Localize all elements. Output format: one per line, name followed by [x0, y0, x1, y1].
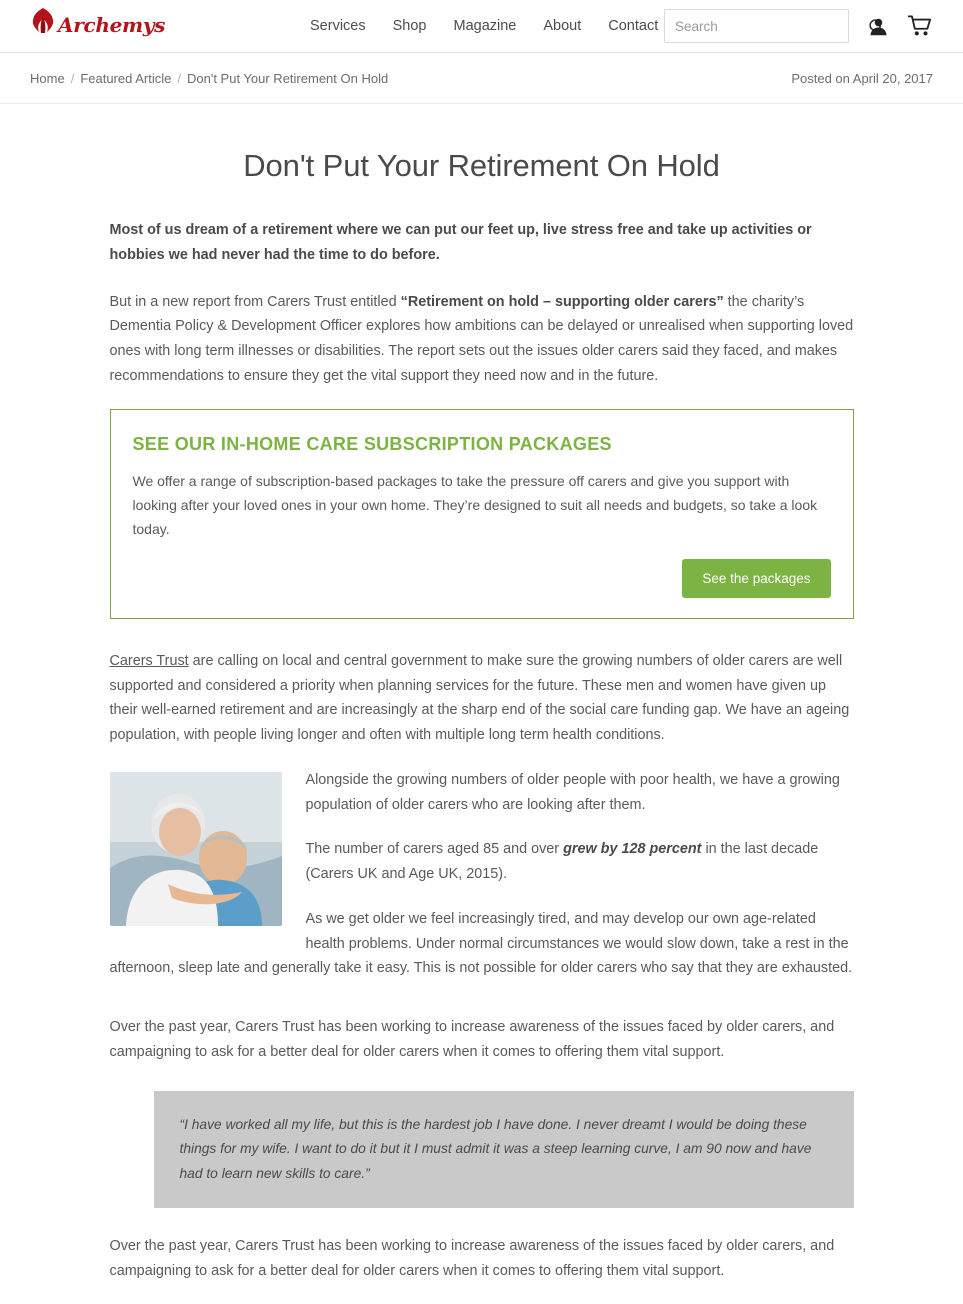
- nav-item-services[interactable]: Services: [310, 18, 366, 34]
- archemys-bird-logo-icon: [30, 7, 56, 43]
- main-navigation: [310, 18, 658, 34]
- breadcrumb-item-current: Don't Put Your Retirement On Hold: [186, 70, 389, 86]
- breadcrumb-separator: /: [177, 70, 181, 86]
- article-paragraph-past-year: Over the past year, Carers Trust has been working to increase awareness of the issues faced by older carers, and campaigning to ask for a better deal for older carers when it comes to offering them vital support.: [109, 1019, 835, 1061]
- user-account-icon: [868, 16, 889, 37]
- site-header: [0, 0, 963, 53]
- pull-quote: “I have worked all my life, but this is the hardest job I have done. I never dreamt I would be doing these things for my wife. I want to do it but it I must admit it was a steep learning curve, I am 90 now and have had to learn new skills to care.”: [154, 1091, 854, 1209]
- page-title: Don't Put Your Retirement On Hold: [243, 148, 720, 183]
- search-input[interactable]: [665, 19, 862, 34]
- nav-item-contact[interactable]: Contact: [608, 18, 659, 34]
- breadcrumb-bar: [0, 53, 963, 104]
- breadcrumb: [30, 71, 388, 86]
- breadcrumb-item-featured-article[interactable]: Featured Article: [80, 70, 172, 86]
- search-box[interactable]: [664, 9, 849, 43]
- report-title-quoted: “Retirement on hold – supporting older carers”: [400, 293, 724, 310]
- nav-item-magazine[interactable]: Magazine: [453, 18, 517, 34]
- report-text-post: the charity’s Dementia Policy & Development Officer explores how ambitions can be delayed or unrealised when supporting loved ones with long term illnesses or disabilities. The report sets out the issues older carers said they faced, and makes recommendations to ensure they get the vital support they need now and in the future.: [109, 293, 854, 384]
- stat-text-pre: The number of carers aged 85 and over: [305, 841, 564, 858]
- logo-wordmark: Archemys: [58, 13, 166, 37]
- carers-trust-rest: are calling on local and central government to make sure the growing numbers of older carers are well supported and considered a priority when planning services for the future. These men and women have given up their well-earned retirement and are increasingly at the sharp end of the social care funding gap. We have an ageing population, with people living longer and often with multiple long term health conditions.: [109, 652, 850, 744]
- article-paragraph-alongside: Alongside the growing numbers of older people with poor health, we have a growing population of older carers who are looking after them.: [305, 771, 840, 813]
- article-paragraph-report: [110, 290, 854, 389]
- article-paragraph-past-year-2: Over the past year, Carers Trust has been working to increase awareness of the issues faced by older carers, and campaigning to ask for a better deal for older carers when it comes to offering them vital support.: [109, 1238, 835, 1280]
- breadcrumb-item-home[interactable]: Home: [30, 70, 65, 86]
- posted-date: Posted on April 20, 2017: [791, 70, 933, 86]
- elderly-couple-photo: [110, 772, 282, 926]
- nav-item-about[interactable]: About: [543, 18, 582, 34]
- article-paragraph-carers-trust: [110, 649, 854, 748]
- carers-trust-link[interactable]: Carers Trust: [109, 652, 189, 669]
- cart-button[interactable]: [907, 13, 933, 39]
- see-the-packages-button[interactable]: See the packages: [682, 559, 830, 598]
- image-text-block: [110, 768, 854, 1001]
- site-logo[interactable]: [30, 7, 166, 43]
- promo-box: [110, 409, 854, 619]
- account-button[interactable]: [865, 13, 891, 39]
- stat-text-post: in the last decade (Carers UK and Age UK, 2015).: [305, 841, 819, 883]
- stat-highlight: grew by 128 percent: [563, 841, 702, 858]
- nav-item-shop[interactable]: Shop: [392, 18, 427, 34]
- article-body: [110, 184, 854, 1284]
- article-lead-paragraph: Most of us dream of a retirement where we can put our feet up, live stress free and take up activities or hobbies we had never had the time to do before.: [109, 222, 812, 263]
- promo-text: We offer a range of subscription-based packages to take the pressure off carers and give you support with looking after your loved ones in your own home. They’re designed to suit all needs and budgets, so take a look today.: [132, 472, 818, 537]
- article-paragraph-older: As we get older we feel increasingly tired, and may develop our own age-related health problems. Under normal circumstances we would slow down, take a rest in the afternoon, sleep late and generally take it easy. This is not possible for older carers who say that they are exhausted.: [109, 910, 853, 977]
- report-text-pre: But in a new report from Carers Trust entitled: [109, 293, 401, 310]
- article: [0, 148, 963, 1284]
- spacer: [110, 1005, 854, 1015]
- promo-heading: SEE OUR IN-HOME CARE SUBSCRIPTION PACKAGES: [132, 433, 612, 454]
- breadcrumb-separator: /: [70, 70, 75, 86]
- promo-button-wrap: [133, 559, 831, 598]
- header-actions: [664, 9, 933, 43]
- shopping-cart-icon: [908, 15, 932, 37]
